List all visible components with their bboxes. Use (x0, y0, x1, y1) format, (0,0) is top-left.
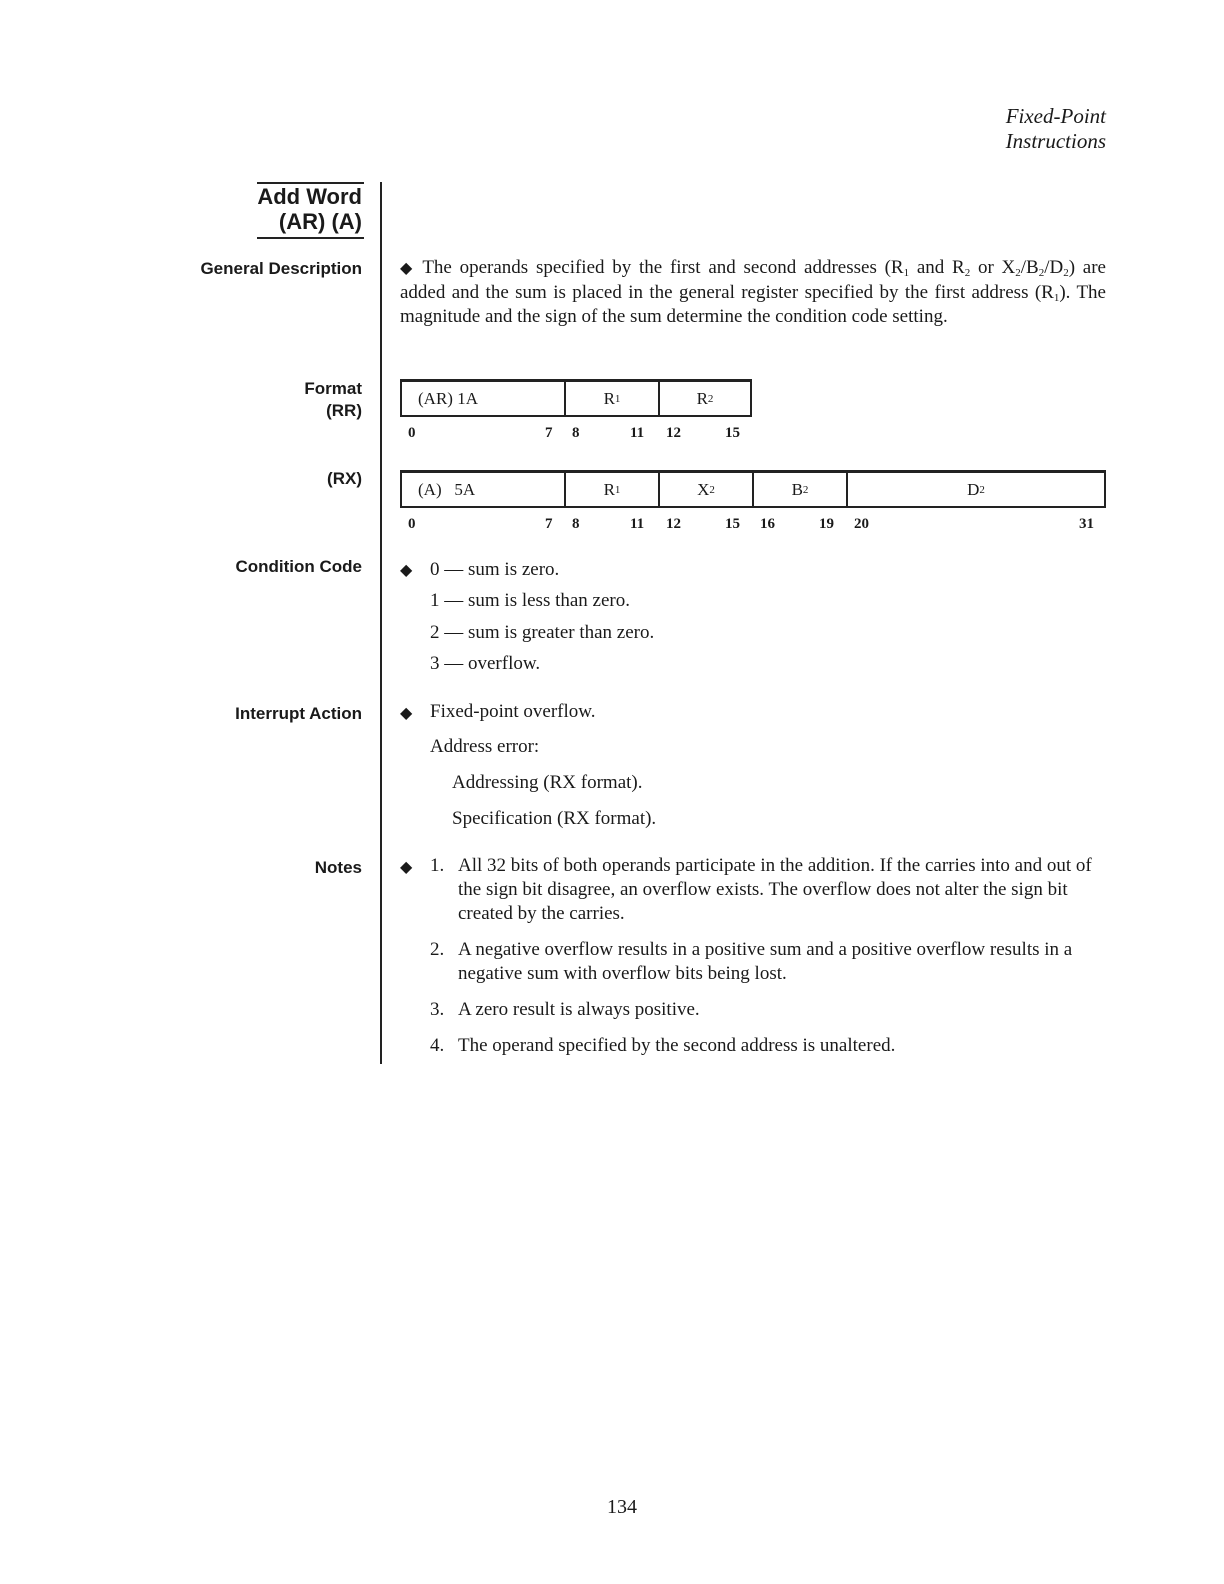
gd-sub: 2 (964, 267, 971, 279)
gd-part: or X (970, 257, 1016, 278)
format-rr-label: (RR) (326, 401, 362, 420)
bit-label: 11 (630, 425, 645, 441)
bit-label: 11 (630, 516, 645, 532)
bit-label: 31 (1079, 516, 1094, 532)
format-label-text: Format (304, 379, 362, 398)
interrupt-action-line: Address error: (430, 736, 540, 757)
rr-r1-field: R 1 (566, 382, 660, 415)
note-text: A zero result is always positive. (458, 999, 700, 1020)
bit-label: 15 (725, 516, 740, 532)
margin-rule (380, 182, 382, 1064)
rx-opcode-field (402, 473, 566, 506)
rx-x2-field: X 2 (660, 473, 754, 506)
bit-label: 19 (819, 516, 834, 532)
rx-bit-positions (400, 516, 1106, 536)
diamond-bullet-icon: ◆ (400, 562, 413, 579)
rx-opcode-text: (A) 5A (418, 479, 476, 499)
note-item (430, 854, 1106, 926)
notes-label: Notes (314, 858, 362, 877)
diamond-bullet-icon: ◆ (400, 260, 413, 277)
bit-label: 20 (854, 516, 869, 532)
instruction-title (257, 182, 364, 239)
bit-label: 7 (545, 425, 553, 441)
interrupt-action-line: Fixed-point overflow. (430, 701, 596, 722)
bit-label: 12 (666, 425, 681, 441)
rx-x2-text: X (697, 479, 710, 499)
note-number: 3. (430, 999, 445, 1020)
note-item (430, 938, 1106, 986)
rr-r1-text: R (603, 388, 615, 408)
gd-part: The operands specified by the first and second addresses (R (422, 257, 904, 278)
format-label (304, 378, 362, 422)
general-description-label: General Description (200, 259, 362, 278)
condition-code-label: Condition Code (235, 557, 362, 576)
rx-d2-field: D 2 (967, 479, 985, 499)
running-head-line2: Instructions (1005, 129, 1106, 153)
note-item (430, 1034, 1106, 1058)
instruction-title-mnemonics: (AR) (A) (278, 209, 362, 234)
bit-label: 12 (666, 516, 681, 532)
interrupt-action-line: Specification (RX format). (452, 808, 657, 829)
rr-opcode-text: (AR) 1A (418, 388, 478, 408)
diamond-bullet-icon: ◆ (400, 705, 413, 722)
note-number: 4. (430, 1035, 445, 1056)
note-text: The operand specified by the second address is unaltered. (458, 1035, 896, 1056)
format-rx-label: (RX) (327, 469, 362, 488)
gd-part: ) are added and the sum is placed in the general register specified by the first address (R (400, 257, 1106, 303)
interrupt-action-label: Interrupt Action (235, 704, 362, 723)
condition-code-item: 2 — sum is greater than zero. (430, 622, 655, 643)
instruction-title-name: Add Word (257, 184, 362, 209)
condition-code-item: 0 — sum is zero. (430, 559, 560, 580)
rx-format-diagram (400, 470, 1106, 508)
condition-code-item: 1 — sum is less than zero. (430, 590, 631, 611)
condition-code-item: 3 — overflow. (430, 653, 541, 674)
rr-bit-positions (400, 425, 760, 445)
gd-part: /D (1044, 257, 1064, 278)
bit-label: 0 (408, 425, 416, 441)
gd-part: /B (1020, 257, 1039, 278)
bit-label: 0 (408, 516, 416, 532)
page-number: 134 (607, 1496, 637, 1518)
rx-b2-field: B 2 (754, 473, 848, 506)
rx-r1-text: R (603, 479, 615, 499)
bit-label: 8 (572, 516, 580, 532)
gd-sub: 1 (1053, 292, 1060, 304)
interrupt-action-line: Addressing (RX format). (452, 772, 643, 793)
note-text: A negative overflow results in a positive sum and a positive overflow results in a negative sum with overflow bits being lost. (458, 939, 1073, 984)
gd-sub: 1 (903, 267, 910, 279)
rr-r2-field: R 2 (696, 388, 714, 408)
general-description-text (400, 256, 1106, 329)
gd-part: and R (909, 257, 965, 278)
note-text: All 32 bits of both operands participate in the addition. If the carries into and out of the sign bit disagree, an overflow exists. The overflow does not alter the sign bit created by the carries. (458, 855, 1092, 924)
rx-b2-text: B (791, 479, 803, 499)
rr-opcode-field (402, 382, 566, 415)
diamond-bullet-icon: ◆ (400, 859, 413, 876)
note-number: 2. (430, 939, 445, 960)
running-head-line1: Fixed-Point (1005, 104, 1106, 128)
bit-label: 16 (760, 516, 775, 532)
note-number: 1. (430, 855, 445, 876)
bit-label: 15 (725, 425, 740, 441)
gd-sub: 2 (1038, 267, 1045, 279)
bit-label: 7 (545, 516, 553, 532)
bit-label: 8 (572, 425, 580, 441)
rr-r2-text: R (696, 388, 708, 408)
gd-sub: 2 (1015, 267, 1021, 279)
rr-format-diagram (400, 379, 752, 417)
running-head (1006, 104, 1106, 154)
rx-d2-text: D (967, 479, 980, 499)
note-item (430, 998, 1106, 1022)
gd-sub: 2 (1063, 267, 1069, 279)
rx-r1-field: R 1 (566, 473, 660, 506)
gd-part: ). The magnitude and the sign of the sum determine the condition code setting. (400, 282, 1106, 327)
